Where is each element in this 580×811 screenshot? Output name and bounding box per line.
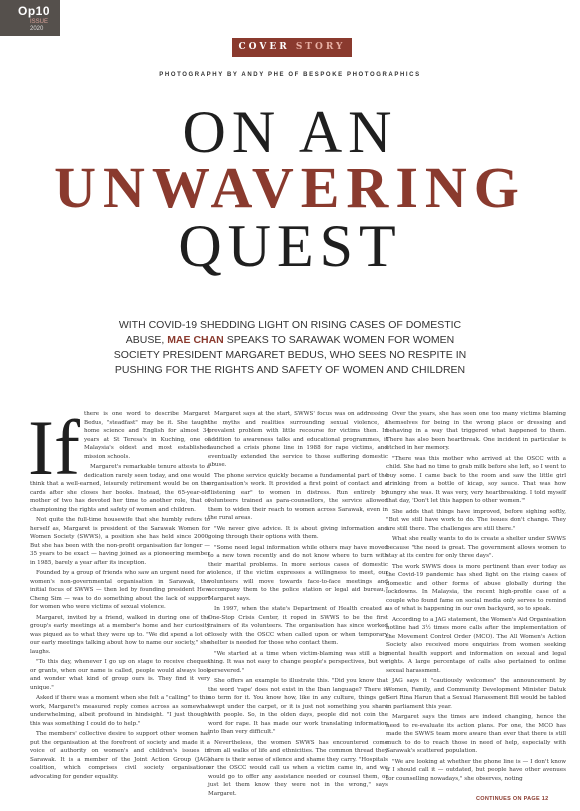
body-paragraph: JAG says it "cautiously welcomes" the announcement by Women, Family, and Community Development Minister Datuk Seri Rina Harun that a Sexual Harassment Bill would be tabled in parliament this year. xyxy=(386,678,566,710)
body-paragraph: The phone service quickly became a fundamental part of the organisation's work. It provided a first point of contact and a "listening ear" to women in distress. Run entirely by volunteers trained as para-counsellors, the service allowed them to widen their reach to women across Sarawak, even in the rural areas. xyxy=(208,472,388,521)
issue-year: 2020 xyxy=(30,26,44,32)
body-paragraph: In 1997, when the state's Department of Health created a One-Stop Crisis Center, it roped in SWWS to be the first trainers of its volunteers. The organisation has since worked closely with the OSCC when called upon or when temporary shelter is needed for those who contact them. xyxy=(208,606,388,646)
standfirst xyxy=(110,318,470,378)
author-name: MAE CHAN xyxy=(167,334,224,346)
col3-paragraphs xyxy=(386,410,566,783)
photo-credit: PHOTOGRAPHY BY ANDY PHE OF BESPOKE PHOTOGRAPHICS xyxy=(159,72,421,78)
body-paragraph: Not quite the full-time housewife that she humbly refers to herself as, Margaret is president of the Sarawak Women for Women Society (SWWS), a position she has held since 2000. But she has been with the non-profit organisation far longer — 35 years to be exact — having joined as a pioneering member in 1985, barely a year after its inception. xyxy=(30,517,210,566)
body-paragraph: Nevertheless, the women SWWS has encountered come from all walks of life and ethnicities. The common thread they share is their sense of silence and shame they carry. "Hospitals or the OSCC would call us when a victim came in, and we would go to offer any assistance needed or counsel them, or just let them know they were not in the wrong," says Margaret. xyxy=(208,739,388,797)
deck-after: SPEAKS TO SARAWAK WOMEN FOR WOMEN SOCIETY PRESIDENT MARGARET BEDUS, WHO SEES NO RESPITE IN PUSHING FOR THE RIGHTS AND SAFETY OF WOMEN AND CHILDREN xyxy=(113,334,467,376)
body-paragraph: Founded by a group of friends who saw an urgent need for a women's non-governmental organisation in Sarawak, the initial focus of SWWS — then led by founding president Hew Cheng Sim — was to do something about the lack of support for women who were victims of sexual violence. xyxy=(30,570,210,610)
section-tag xyxy=(232,38,352,57)
body-paragraph: According to a JAG statement, the Women's Aid Organisation hotline had 3½ times more calls after the implementation of the Movement Control Order (MCO). The All Women's Action Society also received more enquiries from women seeking mental health support and information on sexual and legal rights. A large percentage of calls also pertained to online sexual harassment. xyxy=(386,616,566,674)
section-tag-first: COVER xyxy=(238,42,290,52)
title-line-2: UNWAVERING xyxy=(54,155,526,220)
section-tag-second: STORY xyxy=(295,42,346,52)
body-paragraph: Margaret says the times are indeed changing, hence the need to re-evaluate its action plans. For one, the MCO has made the SWWS team more aware than ever that there is still much to do to reach those in need of help, especially with Sarawak's scattered population. xyxy=(386,714,566,754)
issue-label: ISSUE xyxy=(30,19,49,25)
body-paragraph: The members' collective desire to support other women has put the organisation at the forefront of society and made it a voice of authority on women's and children's issues in Sarawak. It is a member of the Joint Action Group (JAG) coalition, which comprises civil society organisations advocating for gender equality. xyxy=(30,731,210,780)
page-label: Op10 xyxy=(18,4,51,18)
body-paragraph: "We never give advice. It is about giving information and going through their options with them. xyxy=(208,525,388,540)
body-paragraph: "To this day, whenever I go up on stage to receive cheques or grants, when our name is called, people would always look and wonder what kind of group ours is. They find it very unique." xyxy=(30,659,210,691)
body-paragraph: Asked if there was a moment when she felt a "calling" to this work, Margaret's measured reply comes across as somewhat underwhelming, albeit profound in hindsight. "I just thought this was something I could do to help." xyxy=(30,695,210,727)
body-paragraph: Margaret, invited by a friend, walked in during one of the group's early meetings at a member's home and her curiosity was piqued as to what they were up to. "We did spend a lot of our early meetings talking about how to name our society," she laughs. xyxy=(30,614,210,655)
continues-label: CONTINUES ON PAGE 12 xyxy=(476,796,549,802)
body-paragraph: She offers an example to illustrate this. "Did you know that the word 'rape' does not exist in the Iban language? There is no term for it. You know how, like in any culture, things get swept under the carpet, or it is just not something you share with people. So, in the olden days, people did not coin the word for rape. It has made our work translating information into Iban very difficult." xyxy=(208,678,388,735)
page-corner-badge xyxy=(0,0,60,36)
body-paragraph: there is one word to describe Margaret Bedus, "steadfast" may be it. She taught home science and English for almost 34 years at St Teresa's in Kuching, one of Malaysia's oldest and most established mission schools. xyxy=(83,411,210,460)
deck-before: WITH COVID-19 SHEDDING LIGHT ON RISING CASES OF DOMESTIC ABUSE, xyxy=(118,319,462,346)
body-paragraph: "We started at a time when victim-blaming was still a big thing. It was not easy to change people's perspectives, but we persevered." xyxy=(208,650,388,674)
body-paragraph: "We are looking at whether the phone line is — I don't know if I should call it — outdated, but people have other avenues for counselling nowadays," she observes, noting xyxy=(386,758,566,782)
col2-paragraphs xyxy=(208,410,388,798)
drop-cap: If xyxy=(28,404,80,491)
body-paragraph: Margaret's remarkable tenure attests to a dedication rarely seen today, and one would think that a well-earned, leisurely retirement would be on the cards after she closes her books. Instead, the 65-year-old mother of two has devoted her time to another role, that of championing the rights and safety of women and children. xyxy=(30,464,210,513)
body-paragraph: What she really wants to do is create a shelter under SWWS because "the need is great. The government allows women to stay at its centre for only three days". xyxy=(386,536,566,559)
body-paragraph: The work SWWS does is more pertinent than ever today as the Covid-19 pandemic has shed light on the rising cases of domestic and other forms of abuse globally during the lockdowns. In Malaysia, the recent high-profile case of a couple who found fame on social media only serves to remind us of what is happening in our own backyard, so to speak. xyxy=(386,563,566,612)
body-column-1 xyxy=(28,404,210,783)
body-paragraph: Over the years, she has seen one too many victims blaming themselves for being in the wrong place or dressing and behaving in a way that triggered what happened to them. There has also been heartbreak. One incident in particular is etched in her memory. xyxy=(386,411,566,451)
body-paragraph: "Some need legal information while others may have moved to a new town recently and do not know where to turn with their marital problems. In more serious cases of domestic violence, if the victim expresses a willingness to meet, our volunteers will move towards face-to-face meetings and accompany them to the police station or legal aid bureau," Margaret says. xyxy=(208,544,388,602)
body-column-2 xyxy=(208,410,388,800)
body-column-3 xyxy=(386,410,566,785)
body-paragraph: "There was this mother who arrived at the OSCC with a child. She had no time to grab milk before she left, so I went to buy some. I came back to the room and saw the little girl drinking from a bottle of kicap, soy sauce. That was how hungry she was. It was very, very heartbreaking. I told myself that day, 'Don't let this happen to other women.'" xyxy=(386,455,566,504)
body-paragraph: Margaret says at the start, SWWS' focus was on addressing the myths and realities surrounding sexual violence, a prevalent problem with little recourse for victims then. In addition to awareness talks and educational programmes, it launched a crisis phone line in 1988 for rape victims, and eventually extended the service to those suffering domestic abuse. xyxy=(208,411,388,468)
title-line-3: QUEST xyxy=(178,213,402,279)
body-paragraph: She adds that things have improved, before sighing softly, "But we still have work to do. The issues don't change. They are still there. The challenges are still there." xyxy=(386,508,566,532)
title-line-1: ON AN xyxy=(182,99,398,165)
